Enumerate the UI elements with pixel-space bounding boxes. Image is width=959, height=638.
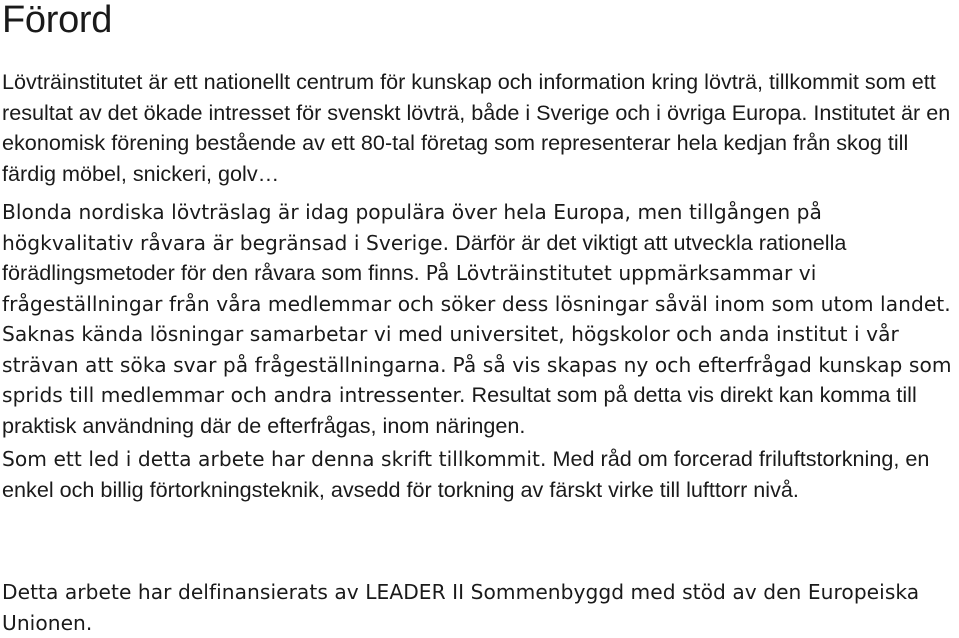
mission-text-5: På så vis skapas ny och efterfrågad kunskap som sprids till medlemmar och andra intressenter. [2,352,952,407]
mission-text-3: På Lövträinstitutet uppmärksammar vi frågeställningar från våra medlemmar och söker dess lösningar såväl inom som utom landet. [2,261,951,316]
funding-text: Detta arbete har delfinansierats av LEADER II Sommenbyggd med stöd av den Europeiska Unionen. [2,580,920,635]
mission-text-4: Saknas kända lösningar samarbetar vi med universitet, högskolor och anda institut i vår strävan att söka svar på frågeställningarna. [2,322,899,377]
funding-paragraph [2,577,957,638]
mission-text-6: Resultat som på detta vis direkt kan komma till praktisk användning där de efterfrågas, inom näringen. [2,382,917,438]
purpose-text-2: Med råd om forcerad friluftstorkning, en enkel och billig förtorkningsteknik, avsedd för torkning av färskt virke till lufttorr nivå. [2,446,930,502]
mission-text-1: Blonda nordiska lövträslag är idag populära över hela Europa, men tillgången på högkvalitativ råvara är begränsad i Sverige. [2,200,822,255]
mission-paragraph [2,197,957,441]
purpose-text-1: Som ett led i detta arbete har denna skrift tillkommit. [2,447,547,471]
intro-text: Lövträinstitutet är ett nationellt centrum för kunskap och information kring lövträ, tillkommit som ett resultat av det ökade intresset för svenskt lövträ, både i Sverige och i övriga Europa. Institutet är en ekonomisk förening bestående av ett 80-tal företag som representerar hela kedjan från skog till färdig möbel, snickeri, golv… [2,69,951,186]
intro-paragraph [2,67,957,189]
mission-text-2: Därför är det viktigt att utveckla rationella förädlingsmetoder för den råvara som finns. [2,229,847,285]
document-page [2,0,957,635]
page-title: Förord [2,0,113,41]
purpose-paragraph [2,444,957,505]
